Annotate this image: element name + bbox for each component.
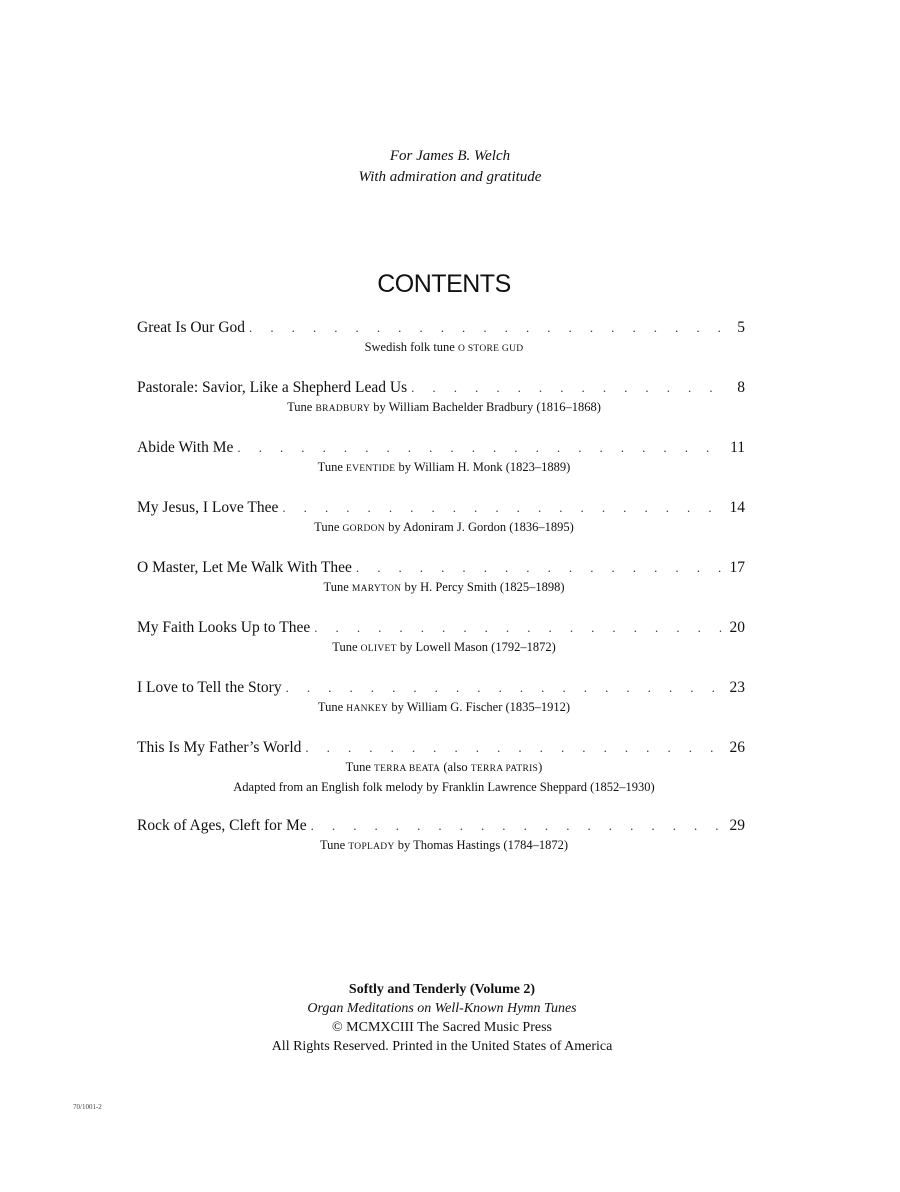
toc-entry-page: 8 xyxy=(737,379,745,396)
toc-entry-title: Rock of Ages, Cleft for Me xyxy=(137,817,307,834)
toc-entry-tune-info: Tune BRADBURY by William Bachelder Bradbury (1816–1868) xyxy=(287,400,601,414)
toc-entry-tune-info: Tune HANKEY by William G. Fischer (1835–1912) xyxy=(317,700,571,714)
rights-notice: All Rights Reserved. Printed in the United States of America xyxy=(271,1039,613,1054)
toc-entry-title: This Is My Father’s World xyxy=(137,739,302,756)
dot-leader xyxy=(282,498,723,518)
toc-entry-tune-info: Tune OLIVET by Lowell Mason (1792–1872) xyxy=(332,640,556,654)
toc-entry-title: My Faith Looks Up to Thee xyxy=(137,619,311,636)
toc-entry-page: 20 xyxy=(729,619,745,636)
toc-entry-page: 17 xyxy=(729,559,745,576)
toc-entry-page: 26 xyxy=(729,739,745,756)
toc-entry-great-is-our-god xyxy=(137,318,745,358)
dedication xyxy=(0,146,900,188)
toc-entry-o-master xyxy=(137,558,745,598)
toc-entry-i-love-to-tell xyxy=(137,678,745,718)
tune-name: TOPLADY xyxy=(348,842,395,852)
dot-leader xyxy=(314,618,723,638)
toc-entry-rock-of-ages xyxy=(137,816,745,856)
dot-leader xyxy=(237,438,724,458)
tune-name: MARYTON xyxy=(351,584,402,594)
table-of-contents xyxy=(137,318,745,876)
toc-entry-abide-with-me xyxy=(137,438,745,478)
tune-name: O STORE GUD xyxy=(457,344,524,354)
toc-entry-page: 11 xyxy=(730,439,745,456)
toc-entry-title: My Jesus, I Love Thee xyxy=(137,499,279,516)
toc-entry-title: Great Is Our God xyxy=(137,319,246,336)
toc-entry-tune-info: Tune MARYTON by H. Percy Smith (1825–1898) xyxy=(323,580,565,594)
tune-name: TERRA BEATA xyxy=(374,764,441,774)
toc-entry-page: 5 xyxy=(737,319,745,336)
colophon xyxy=(0,980,884,1056)
alt-tune-name: TERRA PATRIS xyxy=(470,764,539,774)
toc-entry-page: 14 xyxy=(729,499,745,516)
copyright-notice: © MCMXCIII The Sacred Music Press xyxy=(332,1020,552,1035)
dot-leader xyxy=(311,816,724,836)
toc-entry-tune-info: Tune TOPLADY by Thomas Hastings (1784–1872) xyxy=(319,838,568,852)
toc-entry-page: 23 xyxy=(729,679,745,696)
contents-heading: CONTENTS xyxy=(377,270,511,298)
dot-leader xyxy=(305,738,723,758)
tune-name: OLIVET xyxy=(360,644,397,654)
toc-entry-tune-info: Tune TERRA BEATA (also TERRA PATRIS) xyxy=(345,760,543,774)
tune-name: GORDON xyxy=(342,524,385,534)
dedication-line-1: For James B. Welch xyxy=(389,148,511,164)
toc-entry-page: 29 xyxy=(729,817,745,834)
toc-entry-my-jesus-i-love-thee xyxy=(137,498,745,538)
toc-entry-tune-info: Swedish folk tune O STORE GUD xyxy=(364,340,524,354)
toc-entry-title: Abide With Me xyxy=(137,439,234,456)
toc-entry-adaptation-info: Adapted from an English folk melody by Franklin Lawrence Sheppard (1852–1930) xyxy=(233,780,655,794)
publication-title: Softly and Tenderly (Volume 2) xyxy=(348,982,536,997)
toc-entry-pastorale xyxy=(137,378,745,418)
toc-entry-tune-info: Tune EVENTIDE by William H. Monk (1823–1889) xyxy=(317,460,571,474)
toc-entry-title: O Master, Let Me Walk With Thee xyxy=(137,559,352,576)
dot-leader xyxy=(286,678,724,698)
catalog-number: 70/1001-2 xyxy=(73,1103,102,1111)
toc-entry-title: I Love to Tell the Story xyxy=(137,679,282,696)
dot-leader xyxy=(411,378,725,398)
dot-leader xyxy=(356,558,724,578)
toc-entry-this-is-my-fathers-world xyxy=(137,738,745,796)
toc-entry-title: Pastorale: Savior, Like a Shepherd Lead Us xyxy=(137,379,408,396)
publication-subtitle: Organ Meditations on Well-Known Hymn Tunes xyxy=(307,1001,577,1016)
dedication-line-2: With admiration and gratitude xyxy=(358,169,542,185)
tune-name: BRADBURY xyxy=(315,404,371,414)
toc-entry-my-faith-looks-up xyxy=(137,618,745,658)
toc-entry-tune-info: Tune GORDON by Adoniram J. Gordon (1836–1895) xyxy=(314,520,574,534)
tune-name: HANKEY xyxy=(346,704,389,714)
tune-name: EVENTIDE xyxy=(346,464,396,474)
dot-leader xyxy=(249,318,725,338)
